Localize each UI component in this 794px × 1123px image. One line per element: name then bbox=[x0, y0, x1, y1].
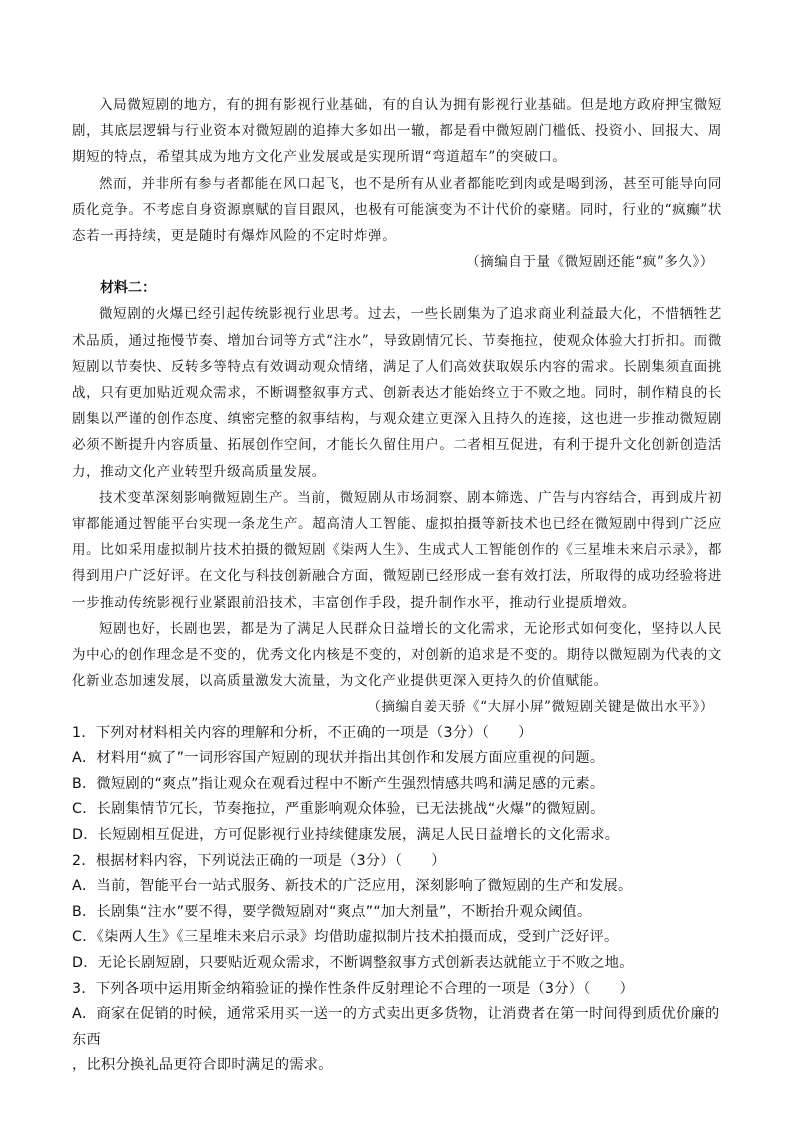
question-1-option-a: A．材料用“疯了”一词形容国产短剧的现状并指出其创作和发展方面应重视的问题。 bbox=[72, 750, 605, 767]
question-2-option-c: C．《柒两人生》《三星堆未来启示录》均借助虚拟制片技术拍摄而成，受到广泛好评。 bbox=[72, 929, 619, 946]
question-2-option-d: D．无论长剧短剧，只要贴近观众需求，不断调整叙事方式创新表达就能立于不败之地。 bbox=[72, 955, 634, 972]
questions bbox=[72, 721, 722, 1079]
question-1-option-b: B．微短剧的“爽点”指让观众在观看过程中不断产生强烈情感共鸣和满足感的元素。 bbox=[72, 775, 605, 792]
material-two-source: （摘编自姜天骄《“大屏小屏”微短剧关键是做出水平》） bbox=[367, 699, 714, 716]
material-one-paragraph: 然而，并非所有参与者都能在风口起飞，也不是所有从业者都能吃到肉或是喝到汤，甚至可能导向同质化竞争。不考虑自身资源禀赋的盲目跟风，也极有可能演变为不计代价的豪赌。同时，行业的“疯癫”状态若一再持续，更是随时有爆炸风险的不定时炸弹。 bbox=[72, 175, 722, 245]
question-1-option-d: D．长短剧相互促进，方可促影视行业持续健康发展，满足人民日益增长的文化需求。 bbox=[72, 827, 620, 844]
material-two-title: 材料二： bbox=[100, 280, 156, 297]
material-one-paragraph-continued: 入局微短剧的地方，有的拥有影视行业基础，有的自认为拥有影视行业基础。但是地方政府押宝微短剧，其底层逻辑与行业资本对微短剧的追捧大多如出一辙，都是看中微短剧门槛低、投资小、回报大、周期短的特点，希望其成为地方文化产业发展或是实现所谓“弯道超车”的突破口。 bbox=[72, 97, 722, 166]
question-3-option-a-line-2: ，比积分换礼品更符合即时满足的需求。 bbox=[72, 1057, 333, 1074]
material-one-source: （摘编自于量《微短剧还能“疯”多久》） bbox=[466, 254, 714, 271]
question-3-stem: 3．下列各项中运用斯金纳箱验证的操作性条件反射理论不合理的一项是（3分）（ ） bbox=[72, 980, 635, 997]
question-2-option-b: B．长剧集“注水”要不得，要学微短剧对“爽点”“加大剂量”，不断抬升观众阈值。 bbox=[72, 903, 592, 920]
question-1-stem: 1．下列对材料相关内容的理解和分析，不正确的一项是（3分）（ ） bbox=[72, 724, 533, 741]
material-two-body bbox=[72, 301, 722, 694]
question-1-option-c: C．长剧集情节冗长，节奏拖拉，严重影响观众体验，已无法挑战“火爆”的微短剧。 bbox=[72, 801, 605, 818]
question-2-option-a: A．当前，智能平台一站式服务、新技术的广泛应用，深刻影响了微短剧的生产和发展。 bbox=[72, 878, 633, 895]
material-two-paragraph-1: 微短剧的火爆已经引起传统影视行业思考。过去，一些长剧集为了追求商业利益最大化，不惜牺牲艺术品质，通过拖慢节奏、增加台词等方式“注水”，导致剧情冗长、节奏拖拉，使观众体验大打折扣。而微短剧以节奏快、反转多等特点有效调动观众情绪，满足了人们高效获取娱乐内容的需求。长剧集须直面挑战，只有更加贴近观众需求，不断调整叙事方式、创新表达才能始终立于不败之地。同时，制作精良的长剧集以严谨的创作态度、缜密完整的叙事结构，与观众建立更深入且持久的连接，这也进一步推动微短剧必须不断提升内容质量、拓展创作空间，才能长久留住用户。二者相互促进，有利于提升文化创新创造活力，推动文化产业转型升级高质量发展。 bbox=[72, 306, 722, 480]
material-two-paragraph-3: 短剧也好，长剧也罢，都是为了满足人民群众日益增长的文化需求，无论形式如何变化，坚持以人民为中心的创作理念是不变的，优秀文化内核是不变的，对创新的追求是不变的。期待以微短剧为代表的文化新业态加速发展，以高质量激发大流量，为文化产业提供更深入更持久的价值赋能。 bbox=[72, 620, 722, 690]
page-content bbox=[72, 92, 722, 1079]
question-2-stem: 2．根据材料内容，下列说法正确的一项是（3分）（ ） bbox=[72, 852, 446, 869]
material-two-paragraph-2: 技术变革深刻影响微短剧生产。当前，微短剧从市场洞察、剧本筛选、广告与内容结合，再到成片初审都能通过智能平台实现一条龙生产。超高清人工智能、虚拟拍摄等新技术也已经在微短剧中得到广泛应用。比如采用虚拟制片技术拍摄的微短剧《柒两人生》、生成式人工智能创作的《三星堆未来启示录》，都得到用户广泛好评。在文化与科技创新融合方面，微短剧已经形成一套有效打法，所取得的成功经验将进一步推动传统影视行业紧跟前沿技术，丰富创作手段，提升制作水平，推动行业提质增效。 bbox=[72, 489, 722, 611]
material-one-continued bbox=[72, 92, 722, 249]
question-3-option-a-line-1: A．商家在促销的时候，通常采用买一送一的方式卖出更多货物，让消费者在第一时间得到质优价廉的东西 bbox=[72, 1006, 720, 1048]
